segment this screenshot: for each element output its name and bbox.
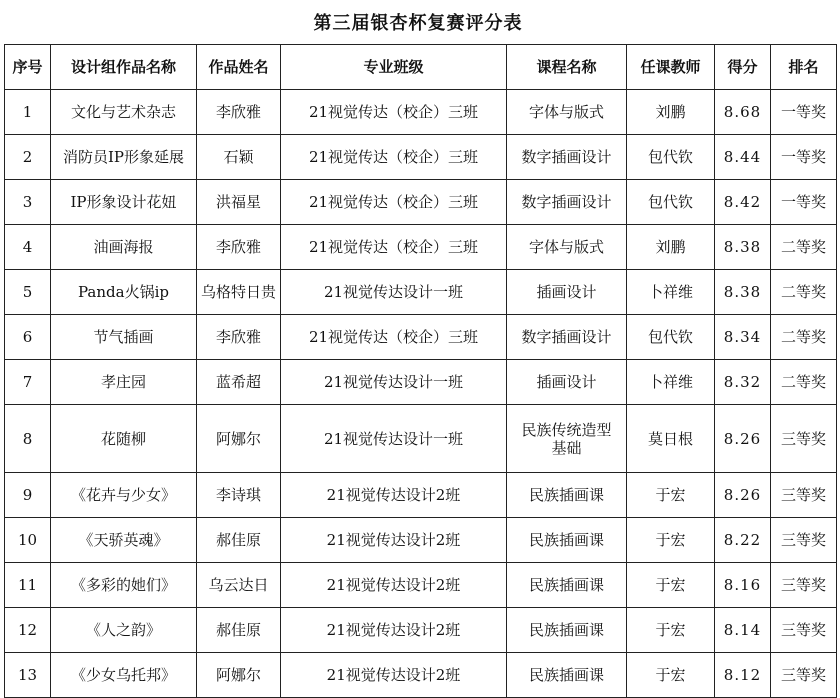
cell-rank: 一等奖 bbox=[771, 135, 837, 180]
cell-rank: 三等奖 bbox=[771, 563, 837, 608]
table-title: 第三届银杏杯复赛评分表 bbox=[313, 13, 523, 34]
cell-no: 8 bbox=[5, 405, 51, 473]
table-row bbox=[5, 90, 837, 135]
header-rank: 排名 bbox=[771, 45, 837, 90]
cell-class: 21视觉传达设计2班 bbox=[281, 473, 507, 518]
table-row bbox=[5, 518, 837, 563]
header-score: 得分 bbox=[715, 45, 771, 90]
cell-name: 洪福星 bbox=[197, 180, 281, 225]
cell-no: 9 bbox=[5, 473, 51, 518]
cell-rank: 三等奖 bbox=[771, 518, 837, 563]
cell-rank: 二等奖 bbox=[771, 225, 837, 270]
cell-course: 民族传统造型基础 bbox=[507, 405, 627, 473]
cell-teacher: 包代钦 bbox=[627, 135, 715, 180]
cell-score: 8.26 bbox=[715, 473, 771, 518]
cell-work: 《天骄英魂》 bbox=[51, 518, 197, 563]
table-row bbox=[5, 653, 837, 698]
header-course: 课程名称 bbox=[507, 45, 627, 90]
cell-rank: 一等奖 bbox=[771, 90, 837, 135]
cell-course: 民族插画课 bbox=[507, 563, 627, 608]
cell-class: 21视觉传达（校企）三班 bbox=[281, 315, 507, 360]
cell-work: 《花卉与少女》 bbox=[51, 473, 197, 518]
cell-course: 插画设计 bbox=[507, 360, 627, 405]
header-row bbox=[5, 45, 837, 90]
cell-no: 11 bbox=[5, 563, 51, 608]
cell-rank: 二等奖 bbox=[771, 270, 837, 315]
cell-work: 消防员IP形象延展 bbox=[51, 135, 197, 180]
cell-teacher: 于宏 bbox=[627, 473, 715, 518]
table-row bbox=[5, 180, 837, 225]
cell-score: 8.26 bbox=[715, 405, 771, 473]
cell-rank: 三等奖 bbox=[771, 653, 837, 698]
cell-name: 李欣雅 bbox=[197, 315, 281, 360]
cell-name: 李诗琪 bbox=[197, 473, 281, 518]
cell-score: 8.42 bbox=[715, 180, 771, 225]
cell-teacher: 刘鹏 bbox=[627, 225, 715, 270]
cell-name: 李欣雅 bbox=[197, 90, 281, 135]
cell-name: 乌格特日贵 bbox=[197, 270, 281, 315]
cell-class: 21视觉传达设计2班 bbox=[281, 653, 507, 698]
score-table bbox=[4, 44, 837, 698]
cell-work: 孝庄园 bbox=[51, 360, 197, 405]
cell-teacher: 莫日根 bbox=[627, 405, 715, 473]
cell-course: 民族插画课 bbox=[507, 653, 627, 698]
header-work: 设计组作品名称 bbox=[51, 45, 197, 90]
cell-class: 21视觉传达（校企）三班 bbox=[281, 225, 507, 270]
cell-class: 21视觉传达设计2班 bbox=[281, 518, 507, 563]
cell-rank: 三等奖 bbox=[771, 405, 837, 473]
cell-score: 8.44 bbox=[715, 135, 771, 180]
cell-score: 8.38 bbox=[715, 270, 771, 315]
table-row bbox=[5, 405, 837, 473]
cell-score: 8.16 bbox=[715, 563, 771, 608]
cell-name: 阿娜尔 bbox=[197, 653, 281, 698]
cell-class: 21视觉传达（校企）三班 bbox=[281, 180, 507, 225]
cell-class: 21视觉传达设计一班 bbox=[281, 360, 507, 405]
cell-work: IP形象设计花妞 bbox=[51, 180, 197, 225]
cell-score: 8.32 bbox=[715, 360, 771, 405]
cell-teacher: 于宏 bbox=[627, 653, 715, 698]
cell-work: 文化与艺术杂志 bbox=[51, 90, 197, 135]
cell-score: 8.38 bbox=[715, 225, 771, 270]
cell-course: 数字插画设计 bbox=[507, 135, 627, 180]
cell-rank: 二等奖 bbox=[771, 315, 837, 360]
cell-course: 民族插画课 bbox=[507, 473, 627, 518]
cell-course: 插画设计 bbox=[507, 270, 627, 315]
table-row bbox=[5, 270, 837, 315]
cell-teacher: 于宏 bbox=[627, 518, 715, 563]
cell-no: 4 bbox=[5, 225, 51, 270]
cell-no: 1 bbox=[5, 90, 51, 135]
table-row bbox=[5, 225, 837, 270]
cell-class: 21视觉传达（校企）三班 bbox=[281, 90, 507, 135]
cell-work: Panda火锅ip bbox=[51, 270, 197, 315]
cell-class: 21视觉传达设计一班 bbox=[281, 270, 507, 315]
cell-teacher: 刘鹏 bbox=[627, 90, 715, 135]
cell-teacher: 包代钦 bbox=[627, 180, 715, 225]
cell-score: 8.12 bbox=[715, 653, 771, 698]
cell-name: 石颖 bbox=[197, 135, 281, 180]
cell-no: 3 bbox=[5, 180, 51, 225]
cell-course: 民族插画课 bbox=[507, 518, 627, 563]
cell-teacher: 于宏 bbox=[627, 563, 715, 608]
header-name: 作品姓名 bbox=[197, 45, 281, 90]
cell-course: 字体与版式 bbox=[507, 90, 627, 135]
cell-course: 民族插画课 bbox=[507, 608, 627, 653]
table-row bbox=[5, 563, 837, 608]
cell-name: 蓝希超 bbox=[197, 360, 281, 405]
cell-teacher: 包代钦 bbox=[627, 315, 715, 360]
table-row bbox=[5, 473, 837, 518]
cell-no: 6 bbox=[5, 315, 51, 360]
header-no: 序号 bbox=[5, 45, 51, 90]
cell-work: 《多彩的她们》 bbox=[51, 563, 197, 608]
table-body bbox=[5, 90, 837, 698]
cell-course: 数字插画设计 bbox=[507, 180, 627, 225]
cell-no: 13 bbox=[5, 653, 51, 698]
cell-name: 郝佳原 bbox=[197, 518, 281, 563]
cell-name: 李欣雅 bbox=[197, 225, 281, 270]
cell-name: 郝佳原 bbox=[197, 608, 281, 653]
table-row bbox=[5, 315, 837, 360]
cell-class: 21视觉传达设计一班 bbox=[281, 405, 507, 473]
cell-class: 21视觉传达（校企）三班 bbox=[281, 135, 507, 180]
cell-no: 10 bbox=[5, 518, 51, 563]
header-class: 专业班级 bbox=[281, 45, 507, 90]
table-row bbox=[5, 608, 837, 653]
cell-no: 12 bbox=[5, 608, 51, 653]
header-teacher: 任课教师 bbox=[627, 45, 715, 90]
cell-work: 节气插画 bbox=[51, 315, 197, 360]
cell-no: 2 bbox=[5, 135, 51, 180]
cell-course: 数字插画设计 bbox=[507, 315, 627, 360]
cell-rank: 三等奖 bbox=[771, 473, 837, 518]
cell-no: 7 bbox=[5, 360, 51, 405]
cell-course: 字体与版式 bbox=[507, 225, 627, 270]
table-row bbox=[5, 360, 837, 405]
cell-teacher: 于宏 bbox=[627, 608, 715, 653]
cell-rank: 三等奖 bbox=[771, 608, 837, 653]
cell-work: 油画海报 bbox=[51, 225, 197, 270]
cell-work: 《人之韵》 bbox=[51, 608, 197, 653]
cell-teacher: 卜祥维 bbox=[627, 270, 715, 315]
cell-rank: 一等奖 bbox=[771, 180, 837, 225]
cell-score: 8.34 bbox=[715, 315, 771, 360]
cell-rank: 二等奖 bbox=[771, 360, 837, 405]
cell-work: 花随柳 bbox=[51, 405, 197, 473]
cell-score: 8.14 bbox=[715, 608, 771, 653]
cell-score: 8.22 bbox=[715, 518, 771, 563]
cell-no: 5 bbox=[5, 270, 51, 315]
table-row bbox=[5, 135, 837, 180]
cell-teacher: 卜祥维 bbox=[627, 360, 715, 405]
cell-class: 21视觉传达设计2班 bbox=[281, 608, 507, 653]
cell-class: 21视觉传达设计2班 bbox=[281, 563, 507, 608]
cell-name: 阿娜尔 bbox=[197, 405, 281, 473]
cell-work: 《少女乌托邦》 bbox=[51, 653, 197, 698]
cell-name: 乌云达日 bbox=[197, 563, 281, 608]
cell-score: 8.68 bbox=[715, 90, 771, 135]
